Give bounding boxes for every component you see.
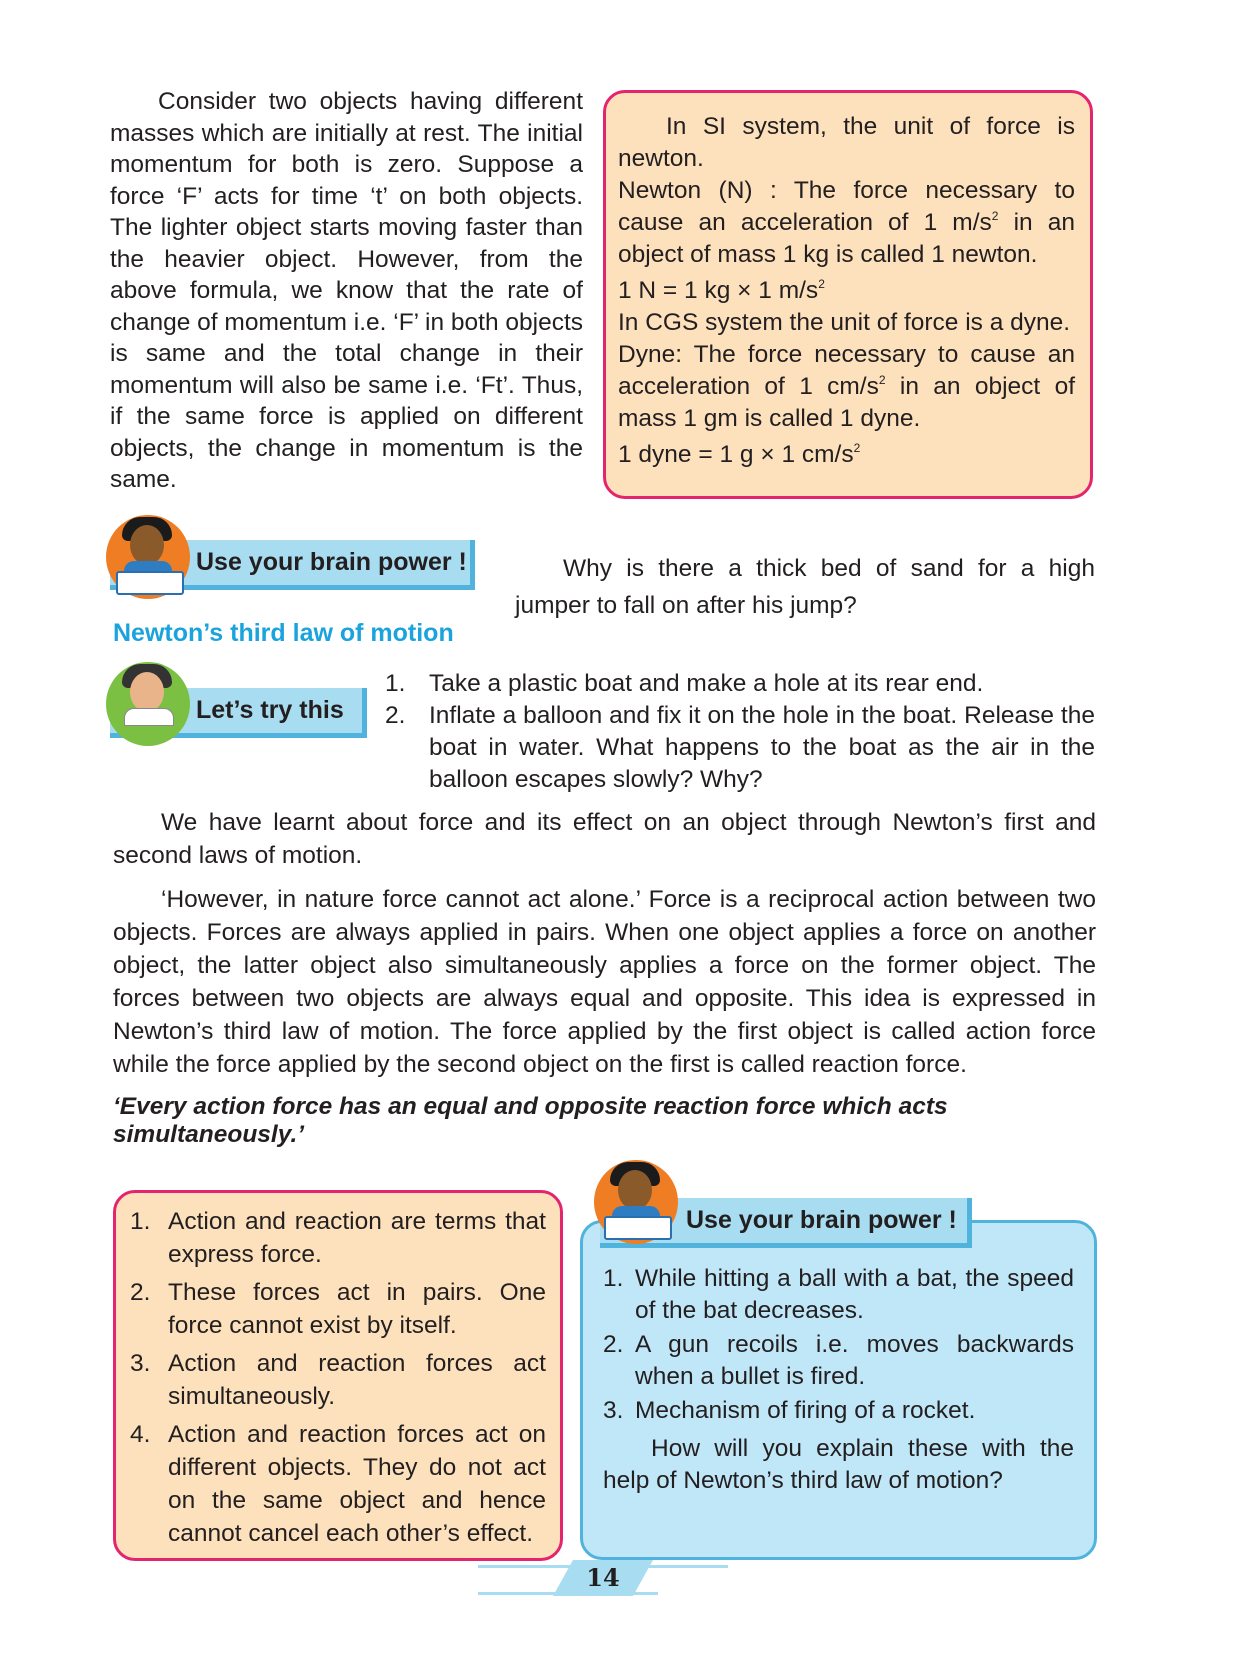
brain-power-box: [580, 1220, 1097, 1560]
list-item: 2. These forces act in pairs. One force cannot exist by itself.: [130, 1279, 546, 1339]
brain-power-label: Use your brain power !: [196, 548, 467, 576]
scientist-icon: [106, 662, 190, 746]
brain-power-question: How will you explain these with the help of Newton’s third law of motion?: [603, 1435, 1074, 1494]
cgs-unit-line: In CGS system the unit of force is a dyne.: [618, 309, 1071, 336]
si-unit-box: [603, 90, 1093, 499]
list-item: 1. While hitting a ball with a bat, the speed of the bat decreases.: [603, 1265, 1074, 1324]
dyne-definition: Dyne: The force necessary to cause an acceleration of 1 $cm/s^2$ in an object of mass 1 gm is called 1 dyne.: [618, 341, 1076, 432]
body-paragraph: ‘However, in nature force cannot act alone.’ Force is a reciprocal action between two objects. Forces are always applied in pairs. When one object applies a force on another object, the latter object also simultaneously applies a force on the former object. The forces between two objects are always equal and opposite. This idea is expressed in Newton’s third law of motion. The force applied by the first object is called action force while the force applied by the second object on the first is called reaction force.: [113, 886, 1096, 1078]
page-number: 14: [586, 1563, 620, 1592]
try-this-list: [385, 668, 1095, 796]
thinking-girl-icon: [594, 1160, 678, 1244]
body-paragraph: We have learnt about force and its effect on an object through Newton’s first and second laws of motion.: [113, 809, 1096, 869]
si-unit-line: In SI system, the unit of force is newton.: [618, 113, 1075, 172]
list-item: 2. A gun recoils i.e. moves backwards when a bullet is fired.: [603, 1331, 1074, 1390]
brain-power-label: Use your brain power !: [686, 1206, 957, 1234]
intro-paragraph: Consider two objects having different masses which are initially at rest. The initial momentum for both is zero. Suppose a force ‘F’ acts for time ‘t’ on both objects. The lighter object starts moving faster than the heavier object. However, from the above formula, we know that the rate of change of momentum i.e. ‘F’ in both objects is same and the total change in their momentum will also be same i.e. ‘Ft’. Thus, if the same force is applied on different objects, the change in momentum is the same.: [110, 88, 584, 493]
list-item: 3. Mechanism of firing of a rocket.: [603, 1397, 976, 1424]
newton-definition: Newton (N) : The force necessary to cause an acceleration of 1 $m/s^2$ in an object of mass 1 kg is called 1 newton.: [618, 177, 1075, 268]
list-item: 1. Action and reaction are terms that express force.: [130, 1208, 546, 1268]
list-item: 2. Inflate a balloon and fix it on the hole in the boat. Release the boat in water. What happens to the boat as the air in the balloon escapes slowly? Why?: [385, 702, 1095, 793]
thinking-girl-icon: [106, 515, 190, 599]
list-item: 4. Action and reaction forces act on different objects. They do not act on the same object and hence cannot cancel each other’s effect.: [130, 1421, 546, 1547]
list-item: 3. Action and reaction forces act simultaneously.: [130, 1350, 546, 1410]
dyne-formula: 1 dyne = 1 g × 1 $cm/s^2$: [618, 441, 861, 468]
law-statement: ‘Every action force has an equal and opposite reaction force which acts simultaneously.’: [113, 1093, 948, 1148]
section-heading: Newton’s third law of motion: [113, 619, 454, 647]
action-reaction-points-box: [113, 1190, 563, 1561]
try-this-label: Let’s try this: [196, 696, 344, 724]
brain-power-question: Why is there a thick bed of sand for a high jumper to fall on after his jump?: [515, 555, 1095, 619]
newton-formula: 1 N = 1 kg × 1 $m/s^2$: [618, 277, 825, 304]
list-item: 1. Take a plastic boat and make a hole at its rear end.: [385, 670, 984, 697]
